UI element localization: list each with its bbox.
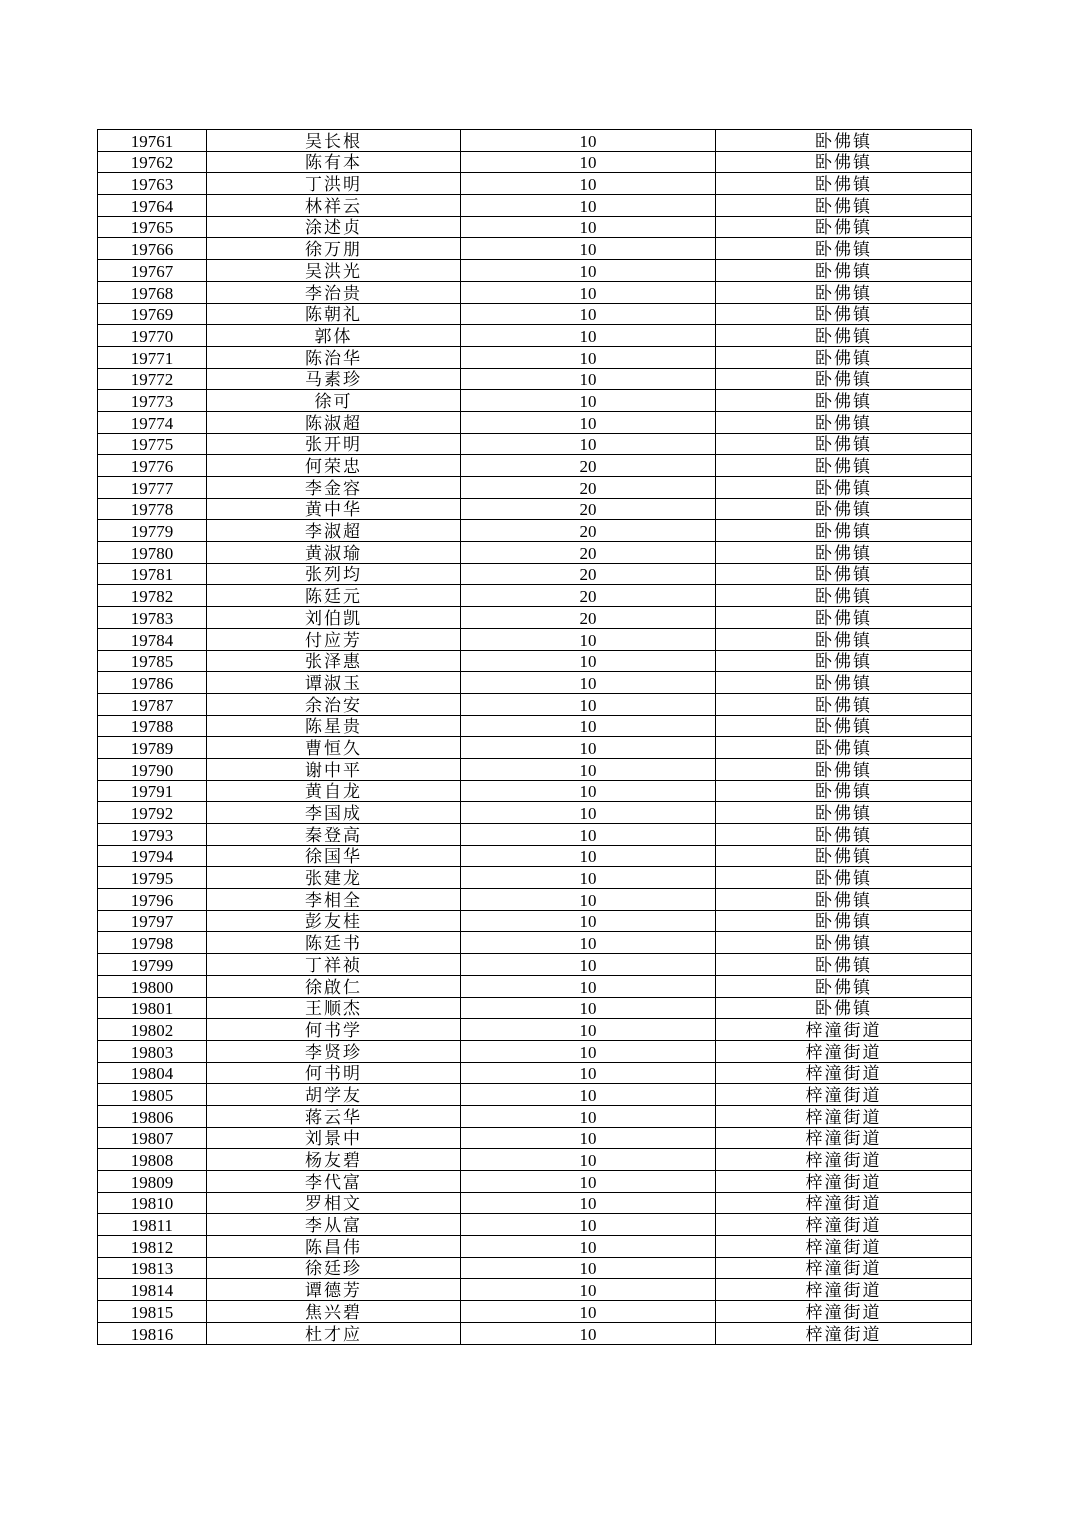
town-cell: 卧佛镇 bbox=[716, 975, 972, 997]
id-cell: 19792 bbox=[98, 802, 207, 824]
amount-cell: 10 bbox=[461, 910, 716, 932]
id-cell: 19801 bbox=[98, 997, 207, 1019]
town-cell: 梓潼街道 bbox=[716, 1279, 972, 1301]
table-row bbox=[98, 542, 972, 564]
name-cell: 涂述贞 bbox=[207, 216, 461, 238]
id-cell: 19799 bbox=[98, 954, 207, 976]
name-cell: 陈廷元 bbox=[207, 585, 461, 607]
table-row bbox=[98, 433, 972, 455]
table-row bbox=[98, 737, 972, 759]
table-row bbox=[98, 260, 972, 282]
name-cell: 杜才应 bbox=[207, 1322, 461, 1344]
name-cell: 付应芳 bbox=[207, 628, 461, 650]
name-cell: 秦登高 bbox=[207, 824, 461, 846]
town-cell: 卧佛镇 bbox=[716, 715, 972, 737]
name-cell: 张建龙 bbox=[207, 867, 461, 889]
amount-cell: 20 bbox=[461, 455, 716, 477]
table-row bbox=[98, 997, 972, 1019]
town-cell: 卧佛镇 bbox=[716, 672, 972, 694]
table-row bbox=[98, 390, 972, 412]
town-cell: 卧佛镇 bbox=[716, 780, 972, 802]
table-row bbox=[98, 628, 972, 650]
id-cell: 19793 bbox=[98, 824, 207, 846]
id-cell: 19815 bbox=[98, 1301, 207, 1323]
table-row bbox=[98, 1236, 972, 1258]
name-cell: 何书学 bbox=[207, 1019, 461, 1041]
name-cell: 陈朝礼 bbox=[207, 303, 461, 325]
id-cell: 19768 bbox=[98, 281, 207, 303]
name-cell: 谢中平 bbox=[207, 758, 461, 780]
name-cell: 何荣忠 bbox=[207, 455, 461, 477]
town-cell: 卧佛镇 bbox=[716, 520, 972, 542]
table-row bbox=[98, 802, 972, 824]
id-cell: 19775 bbox=[98, 433, 207, 455]
amount-cell: 10 bbox=[461, 650, 716, 672]
town-cell: 卧佛镇 bbox=[716, 607, 972, 629]
table-row bbox=[98, 411, 972, 433]
id-cell: 19789 bbox=[98, 737, 207, 759]
id-cell: 19816 bbox=[98, 1322, 207, 1344]
town-cell: 梓潼街道 bbox=[716, 1105, 972, 1127]
table-row bbox=[98, 1149, 972, 1171]
table-row bbox=[98, 1322, 972, 1344]
id-cell: 19778 bbox=[98, 498, 207, 520]
name-cell: 黄自龙 bbox=[207, 780, 461, 802]
table-row bbox=[98, 1084, 972, 1106]
name-cell: 徐廷珍 bbox=[207, 1257, 461, 1279]
table-row bbox=[98, 1040, 972, 1062]
town-cell: 梓潼街道 bbox=[716, 1084, 972, 1106]
amount-cell: 10 bbox=[461, 1301, 716, 1323]
id-cell: 19811 bbox=[98, 1214, 207, 1236]
table-row bbox=[98, 1192, 972, 1214]
id-cell: 19777 bbox=[98, 477, 207, 499]
name-cell: 罗相文 bbox=[207, 1192, 461, 1214]
town-cell: 卧佛镇 bbox=[716, 346, 972, 368]
name-cell: 黄中华 bbox=[207, 498, 461, 520]
name-cell: 李治贵 bbox=[207, 281, 461, 303]
amount-cell: 10 bbox=[461, 1019, 716, 1041]
amount-cell: 10 bbox=[461, 867, 716, 889]
amount-cell: 10 bbox=[461, 672, 716, 694]
name-cell: 李从富 bbox=[207, 1214, 461, 1236]
name-cell: 林祥云 bbox=[207, 195, 461, 217]
town-cell: 卧佛镇 bbox=[716, 693, 972, 715]
amount-cell: 10 bbox=[461, 889, 716, 911]
amount-cell: 20 bbox=[461, 477, 716, 499]
town-cell: 梓潼街道 bbox=[716, 1301, 972, 1323]
id-cell: 19762 bbox=[98, 151, 207, 173]
town-cell: 卧佛镇 bbox=[716, 954, 972, 976]
town-cell: 卧佛镇 bbox=[716, 477, 972, 499]
name-cell: 丁祥祯 bbox=[207, 954, 461, 976]
table-row bbox=[98, 715, 972, 737]
amount-cell: 10 bbox=[461, 238, 716, 260]
town-cell: 卧佛镇 bbox=[716, 889, 972, 911]
name-cell: 杨友碧 bbox=[207, 1149, 461, 1171]
table-row bbox=[98, 1105, 972, 1127]
id-cell: 19805 bbox=[98, 1084, 207, 1106]
amount-cell: 10 bbox=[461, 824, 716, 846]
name-cell: 陈淑超 bbox=[207, 411, 461, 433]
amount-cell: 10 bbox=[461, 1322, 716, 1344]
town-cell: 卧佛镇 bbox=[716, 802, 972, 824]
table-row bbox=[98, 498, 972, 520]
table-row bbox=[98, 455, 972, 477]
id-cell: 19785 bbox=[98, 650, 207, 672]
name-cell: 吴洪光 bbox=[207, 260, 461, 282]
name-cell: 蒋云华 bbox=[207, 1105, 461, 1127]
table-row bbox=[98, 281, 972, 303]
name-cell: 李淑超 bbox=[207, 520, 461, 542]
id-cell: 19786 bbox=[98, 672, 207, 694]
name-cell: 陈廷书 bbox=[207, 932, 461, 954]
amount-cell: 10 bbox=[461, 173, 716, 195]
id-cell: 19809 bbox=[98, 1171, 207, 1193]
town-cell: 卧佛镇 bbox=[716, 563, 972, 585]
town-cell: 卧佛镇 bbox=[716, 758, 972, 780]
amount-cell: 10 bbox=[461, 1040, 716, 1062]
id-cell: 19814 bbox=[98, 1279, 207, 1301]
amount-cell: 10 bbox=[461, 693, 716, 715]
town-cell: 卧佛镇 bbox=[716, 650, 972, 672]
town-cell: 卧佛镇 bbox=[716, 455, 972, 477]
town-cell: 卧佛镇 bbox=[716, 997, 972, 1019]
amount-cell: 10 bbox=[461, 368, 716, 390]
amount-cell: 20 bbox=[461, 520, 716, 542]
amount-cell: 20 bbox=[461, 607, 716, 629]
name-cell: 陈星贵 bbox=[207, 715, 461, 737]
amount-cell: 10 bbox=[461, 346, 716, 368]
table-row bbox=[98, 1171, 972, 1193]
id-cell: 19781 bbox=[98, 563, 207, 585]
id-cell: 19782 bbox=[98, 585, 207, 607]
amount-cell: 10 bbox=[461, 1084, 716, 1106]
amount-cell: 10 bbox=[461, 780, 716, 802]
table-row bbox=[98, 607, 972, 629]
name-cell: 张泽惠 bbox=[207, 650, 461, 672]
town-cell: 卧佛镇 bbox=[716, 303, 972, 325]
name-cell: 徐可 bbox=[207, 390, 461, 412]
town-cell: 卧佛镇 bbox=[716, 325, 972, 347]
town-cell: 梓潼街道 bbox=[716, 1149, 972, 1171]
town-cell: 卧佛镇 bbox=[716, 195, 972, 217]
id-cell: 19810 bbox=[98, 1192, 207, 1214]
table-row bbox=[98, 1062, 972, 1084]
amount-cell: 10 bbox=[461, 390, 716, 412]
name-cell: 徐啟仁 bbox=[207, 975, 461, 997]
name-cell: 郭体 bbox=[207, 325, 461, 347]
table-row bbox=[98, 325, 972, 347]
id-cell: 19790 bbox=[98, 758, 207, 780]
table-row bbox=[98, 975, 972, 997]
records-table bbox=[97, 129, 972, 1345]
name-cell: 谭德芳 bbox=[207, 1279, 461, 1301]
name-cell: 马素珍 bbox=[207, 368, 461, 390]
amount-cell: 20 bbox=[461, 563, 716, 585]
amount-cell: 10 bbox=[461, 1279, 716, 1301]
amount-cell: 10 bbox=[461, 737, 716, 759]
name-cell: 陈昌伟 bbox=[207, 1236, 461, 1258]
id-cell: 19788 bbox=[98, 715, 207, 737]
amount-cell: 10 bbox=[461, 151, 716, 173]
table-row bbox=[98, 585, 972, 607]
amount-cell: 10 bbox=[461, 802, 716, 824]
id-cell: 19780 bbox=[98, 542, 207, 564]
town-cell: 梓潼街道 bbox=[716, 1040, 972, 1062]
town-cell: 梓潼街道 bbox=[716, 1019, 972, 1041]
name-cell: 丁洪明 bbox=[207, 173, 461, 195]
amount-cell: 10 bbox=[461, 411, 716, 433]
name-cell: 徐万朋 bbox=[207, 238, 461, 260]
amount-cell: 10 bbox=[461, 216, 716, 238]
table-row bbox=[98, 672, 972, 694]
amount-cell: 10 bbox=[461, 195, 716, 217]
town-cell: 梓潼街道 bbox=[716, 1062, 972, 1084]
amount-cell: 10 bbox=[461, 260, 716, 282]
table-row bbox=[98, 346, 972, 368]
town-cell: 卧佛镇 bbox=[716, 867, 972, 889]
amount-cell: 10 bbox=[461, 130, 716, 152]
name-cell: 刘伯凯 bbox=[207, 607, 461, 629]
id-cell: 19765 bbox=[98, 216, 207, 238]
name-cell: 彭友桂 bbox=[207, 910, 461, 932]
amount-cell: 10 bbox=[461, 1236, 716, 1258]
id-cell: 19771 bbox=[98, 346, 207, 368]
table-row bbox=[98, 758, 972, 780]
table-row bbox=[98, 780, 972, 802]
town-cell: 梓潼街道 bbox=[716, 1257, 972, 1279]
name-cell: 李金容 bbox=[207, 477, 461, 499]
table-row bbox=[98, 650, 972, 672]
town-cell: 卧佛镇 bbox=[716, 542, 972, 564]
amount-cell: 10 bbox=[461, 1192, 716, 1214]
id-cell: 19791 bbox=[98, 780, 207, 802]
amount-cell: 10 bbox=[461, 1171, 716, 1193]
amount-cell: 10 bbox=[461, 975, 716, 997]
table-row bbox=[98, 130, 972, 152]
town-cell: 卧佛镇 bbox=[716, 216, 972, 238]
table-row bbox=[98, 216, 972, 238]
table-row bbox=[98, 1127, 972, 1149]
name-cell: 焦兴碧 bbox=[207, 1301, 461, 1323]
id-cell: 19772 bbox=[98, 368, 207, 390]
town-cell: 卧佛镇 bbox=[716, 173, 972, 195]
table-row bbox=[98, 520, 972, 542]
id-cell: 19773 bbox=[98, 390, 207, 412]
town-cell: 卧佛镇 bbox=[716, 238, 972, 260]
amount-cell: 20 bbox=[461, 585, 716, 607]
amount-cell: 10 bbox=[461, 954, 716, 976]
name-cell: 何书明 bbox=[207, 1062, 461, 1084]
id-cell: 19763 bbox=[98, 173, 207, 195]
amount-cell: 10 bbox=[461, 1149, 716, 1171]
town-cell: 卧佛镇 bbox=[716, 390, 972, 412]
id-cell: 19813 bbox=[98, 1257, 207, 1279]
id-cell: 19776 bbox=[98, 455, 207, 477]
name-cell: 张列均 bbox=[207, 563, 461, 585]
table-row bbox=[98, 1301, 972, 1323]
table-row bbox=[98, 910, 972, 932]
name-cell: 谭淑玉 bbox=[207, 672, 461, 694]
town-cell: 卧佛镇 bbox=[716, 433, 972, 455]
name-cell: 陈有本 bbox=[207, 151, 461, 173]
amount-cell: 10 bbox=[461, 758, 716, 780]
id-cell: 19764 bbox=[98, 195, 207, 217]
amount-cell: 10 bbox=[461, 1105, 716, 1127]
table-row bbox=[98, 238, 972, 260]
town-cell: 卧佛镇 bbox=[716, 824, 972, 846]
amount-cell: 20 bbox=[461, 542, 716, 564]
town-cell: 卧佛镇 bbox=[716, 845, 972, 867]
table-row bbox=[98, 932, 972, 954]
name-cell: 张开明 bbox=[207, 433, 461, 455]
town-cell: 卧佛镇 bbox=[716, 737, 972, 759]
id-cell: 19797 bbox=[98, 910, 207, 932]
table-row bbox=[98, 1279, 972, 1301]
town-cell: 卧佛镇 bbox=[716, 628, 972, 650]
table-row bbox=[98, 477, 972, 499]
amount-cell: 10 bbox=[461, 1214, 716, 1236]
id-cell: 19808 bbox=[98, 1149, 207, 1171]
amount-cell: 10 bbox=[461, 845, 716, 867]
table-row bbox=[98, 867, 972, 889]
town-cell: 梓潼街道 bbox=[716, 1322, 972, 1344]
id-cell: 19787 bbox=[98, 693, 207, 715]
id-cell: 19795 bbox=[98, 867, 207, 889]
id-cell: 19804 bbox=[98, 1062, 207, 1084]
name-cell: 黄淑瑜 bbox=[207, 542, 461, 564]
table-row bbox=[98, 1257, 972, 1279]
amount-cell: 10 bbox=[461, 1257, 716, 1279]
table-row bbox=[98, 303, 972, 325]
town-cell: 梓潼街道 bbox=[716, 1171, 972, 1193]
name-cell: 胡学友 bbox=[207, 1084, 461, 1106]
id-cell: 19812 bbox=[98, 1236, 207, 1258]
table-row bbox=[98, 954, 972, 976]
id-cell: 19761 bbox=[98, 130, 207, 152]
id-cell: 19767 bbox=[98, 260, 207, 282]
table-row bbox=[98, 889, 972, 911]
id-cell: 19806 bbox=[98, 1105, 207, 1127]
table-row bbox=[98, 563, 972, 585]
amount-cell: 20 bbox=[461, 498, 716, 520]
id-cell: 19774 bbox=[98, 411, 207, 433]
id-cell: 19800 bbox=[98, 975, 207, 997]
town-cell: 卧佛镇 bbox=[716, 411, 972, 433]
amount-cell: 10 bbox=[461, 433, 716, 455]
id-cell: 19807 bbox=[98, 1127, 207, 1149]
amount-cell: 10 bbox=[461, 1127, 716, 1149]
name-cell: 吴长根 bbox=[207, 130, 461, 152]
name-cell: 李国成 bbox=[207, 802, 461, 824]
name-cell: 徐国华 bbox=[207, 845, 461, 867]
amount-cell: 10 bbox=[461, 325, 716, 347]
id-cell: 19766 bbox=[98, 238, 207, 260]
id-cell: 19796 bbox=[98, 889, 207, 911]
table-row bbox=[98, 195, 972, 217]
town-cell: 卧佛镇 bbox=[716, 368, 972, 390]
name-cell: 曹恒久 bbox=[207, 737, 461, 759]
table-row bbox=[98, 824, 972, 846]
id-cell: 19770 bbox=[98, 325, 207, 347]
table-row bbox=[98, 173, 972, 195]
table-row bbox=[98, 151, 972, 173]
amount-cell: 10 bbox=[461, 1062, 716, 1084]
id-cell: 19783 bbox=[98, 607, 207, 629]
id-cell: 19779 bbox=[98, 520, 207, 542]
table-row bbox=[98, 1214, 972, 1236]
records-table-body bbox=[98, 130, 972, 1345]
town-cell: 卧佛镇 bbox=[716, 498, 972, 520]
amount-cell: 10 bbox=[461, 932, 716, 954]
name-cell: 余治安 bbox=[207, 693, 461, 715]
table-row bbox=[98, 368, 972, 390]
name-cell: 李代富 bbox=[207, 1171, 461, 1193]
id-cell: 19798 bbox=[98, 932, 207, 954]
town-cell: 卧佛镇 bbox=[716, 932, 972, 954]
town-cell: 卧佛镇 bbox=[716, 130, 972, 152]
table-row bbox=[98, 693, 972, 715]
town-cell: 卧佛镇 bbox=[716, 281, 972, 303]
amount-cell: 10 bbox=[461, 303, 716, 325]
name-cell: 王顺杰 bbox=[207, 997, 461, 1019]
town-cell: 卧佛镇 bbox=[716, 585, 972, 607]
id-cell: 19769 bbox=[98, 303, 207, 325]
table-row bbox=[98, 1019, 972, 1041]
name-cell: 陈治华 bbox=[207, 346, 461, 368]
town-cell: 卧佛镇 bbox=[716, 260, 972, 282]
town-cell: 卧佛镇 bbox=[716, 910, 972, 932]
name-cell: 李贤珍 bbox=[207, 1040, 461, 1062]
amount-cell: 10 bbox=[461, 628, 716, 650]
id-cell: 19794 bbox=[98, 845, 207, 867]
name-cell: 李相全 bbox=[207, 889, 461, 911]
id-cell: 19803 bbox=[98, 1040, 207, 1062]
town-cell: 梓潼街道 bbox=[716, 1236, 972, 1258]
id-cell: 19784 bbox=[98, 628, 207, 650]
table-row bbox=[98, 845, 972, 867]
town-cell: 梓潼街道 bbox=[716, 1192, 972, 1214]
town-cell: 卧佛镇 bbox=[716, 151, 972, 173]
amount-cell: 10 bbox=[461, 715, 716, 737]
amount-cell: 10 bbox=[461, 281, 716, 303]
name-cell: 刘景中 bbox=[207, 1127, 461, 1149]
town-cell: 梓潼街道 bbox=[716, 1127, 972, 1149]
id-cell: 19802 bbox=[98, 1019, 207, 1041]
amount-cell: 10 bbox=[461, 997, 716, 1019]
town-cell: 梓潼街道 bbox=[716, 1214, 972, 1236]
